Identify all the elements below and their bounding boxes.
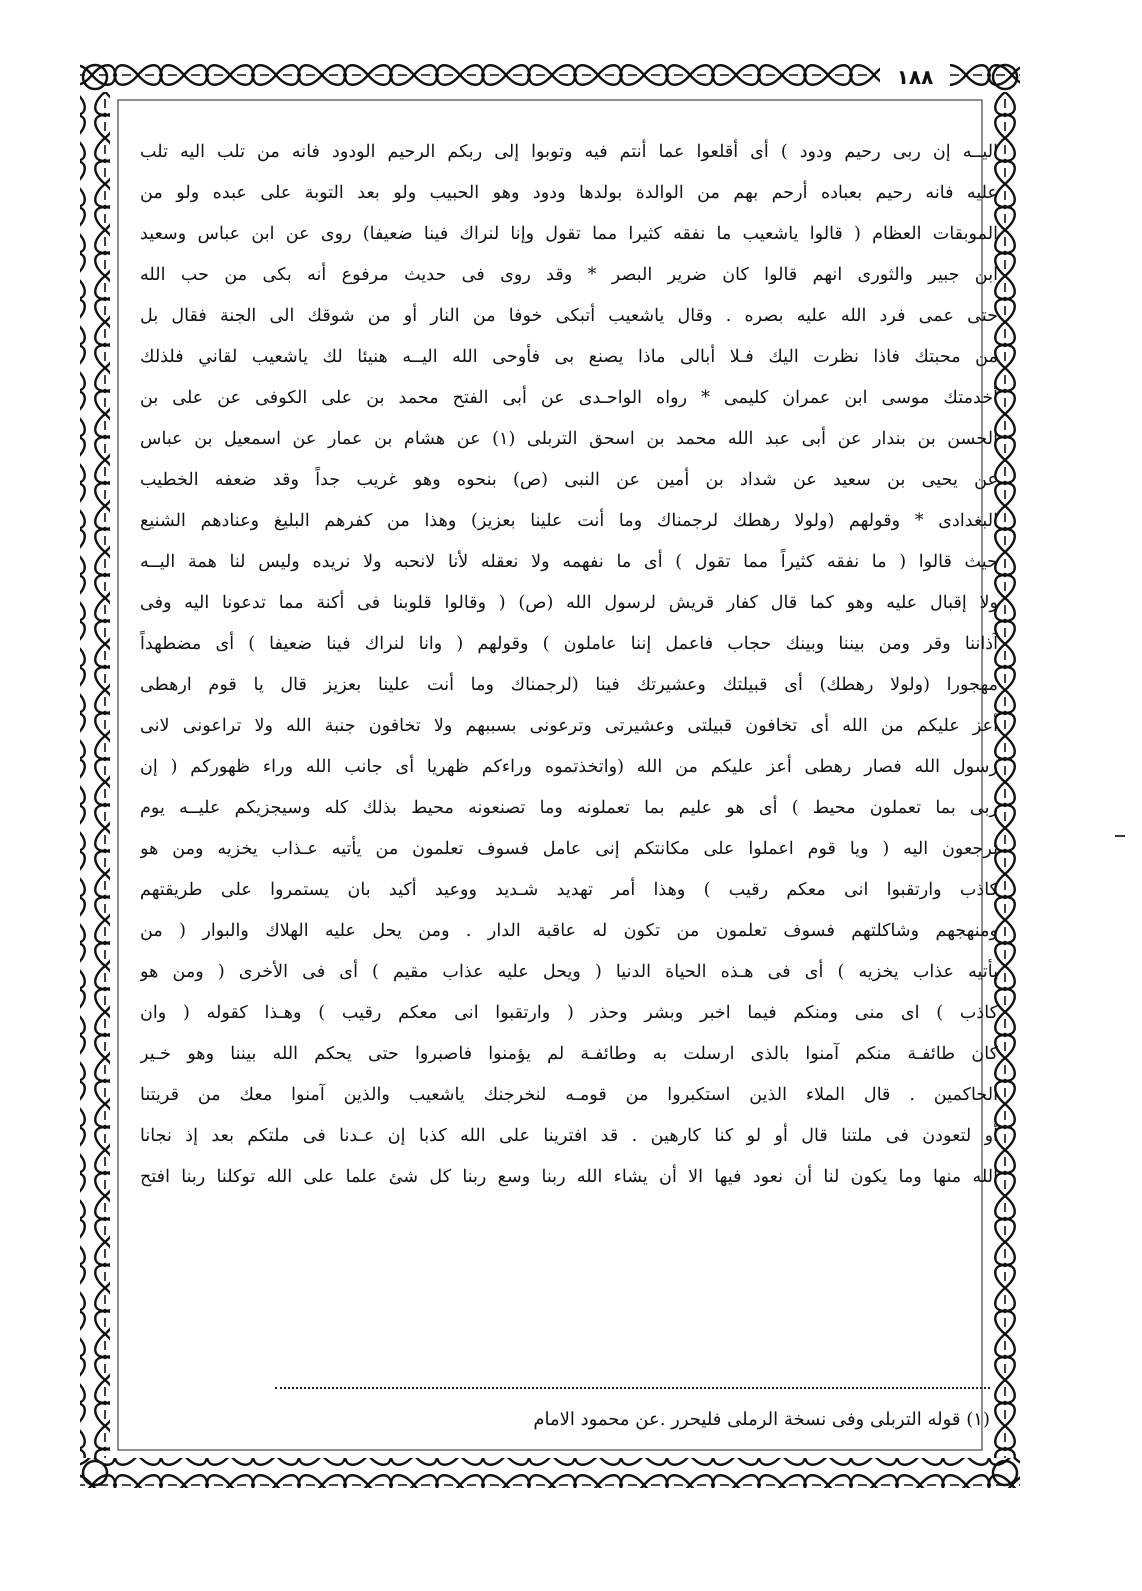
text-line: أعز عليكم من الله أى تخافون قبيلتى وعشيرتى وترعونى بسببهم ولا تخافون جنبة الله ولا تراعونى لانى (140, 716, 998, 736)
text-line: حيث قالوا ( ما نفقه كثيراً مما تقول ) أى ما نفهمه ولا نعقله لأنا لانحبه ولا نريده وليس لنا همة اليــه (140, 552, 998, 572)
text-line: ومنهجهم وشاكلتهم فسوف تعلمون من تكون له عاقبة الدار . ومن يحل عليه الهلاك والبوار ( من (140, 921, 998, 941)
text-line: اليــه إن ربى رحيم ودود ) أى أقلعوا عما أنتم فيه وتوبوا إلى ربكم الرحيم الودود فانه من تلب اليه تلب (140, 142, 998, 162)
page-number: ١٨٨ (880, 60, 950, 94)
text-line: كاذب وارتقبوا انى معكم رقيب ) وهذا أمر تهديد شـديد ووعيد أكيد بان يستمروا على طريقتهم (140, 880, 998, 900)
text-line: الحسن بن بندار عن أبى عبد الله محمد بن اسحق التربلى (١) عن هشام بن عمار عن اسمعيل بن عباس (140, 429, 998, 449)
text-line: حتى عمى فرد الله عليه بصره . وقال ياشعيب أتبكى خوفا من النار أو من شوقك الى الجنة فقال بل (140, 306, 998, 326)
text-line: مهجورا (ولولا رهطك) أى قبيلتك وعشيرتك فينا (لرجمناك وما أنت علينا بعزيز قال يا قوم ارهطى (140, 675, 998, 695)
footnote: (١) قوله التربلى وفى نسخة الرملى فليحرر .عن محمود الامام (533, 1409, 990, 1430)
text-line: من محبتك فاذا نظرت اليك فـلا أبالى ماذا يصنع بى فأوحى الله اليــه هنيئا لك ياشعيب لقاني فلذلك (140, 347, 998, 367)
margin-dash (1115, 835, 1125, 837)
text-line: ولا إقبال عليه وهو كما قال كفار قريش لرسول الله (ص) ( وقالوا قلوبنا فى أكنة مما تدعونا اليه وفى (140, 593, 998, 613)
text-line: آذاننا وقر ومن بيننا وبينك حجاب فاعمل إننا عاملون ) وقولهم ( وانا لنراك فينا ضعيفا ) أى مضطهداً (140, 634, 998, 654)
text-line: كاذب ) اى منى ومنكم فيما اخبر وبشر وحذر ( وارتقبوا انى معكم رقيب ) وهـذا كقوله ( وان (140, 1003, 998, 1023)
text-line: رسول الله فصار رهطى أعز عليكم من الله (واتخذتموه وراءكم ظهريا أى جانب الله وراء ظهوركم ( إن (140, 757, 998, 777)
body-text (140, 132, 998, 1382)
text-line: ابن جبير والثورى انهم قالوا كان ضرير البصر * وقد روى فى حديث مرفوع أنه بكى من حب الله (140, 265, 998, 285)
text-line: أخدمتك موسى ابن عمران كليمى * رواه الواحـدى عن أبى الفتح محمد بن على الكوفى عن على بن (140, 388, 998, 408)
text-line: الموبقات العظام ( قالوا ياشعيب ما نفقه كثيرا مما تقول وإنا لنراك فينا ضعيفا) روى عن ابن عباس وسعيد (140, 224, 998, 244)
text-line: ربى بما تعملون محيط ) أى هو عليم بما تعملونه وما تصنعونه محيط بذلك كله وسيجزيكم عليــه يوم (140, 798, 998, 818)
text-line: أو لتعودن فى ملتنا قال أو لو كنا كارهين . قد افترينا على الله كذبا إن عـدنا فى ملتكم بعد إذ نجانا (140, 1126, 998, 1146)
text-line: عليه فانه رحيم بعباده أرحم بهم من الوالدة بولدها ودود وهو الحبيب ولو بعد التوبة على عبده ولو من (140, 183, 998, 203)
text-line: يأتيه عذاب يخزيه ) أى فى هـذه الحياة الدنيا ( ويحل عليه عذاب مقيم ) أى فى الأخرى ( ومن هو (140, 962, 998, 982)
text-line: الحاكمين . قال الملاء الذين استكبروا من قومـه لنخرجنك ياشعيب والذين آمنوا معك من قريتنا (140, 1085, 998, 1105)
footnote-separator (275, 1387, 990, 1389)
text-line: الله منها وما يكون لنا أن نعود فيها الا أن يشاء الله ربنا وسع ربنا كل شئ علما على الله توكلنا ربنا افتح (140, 1167, 998, 1187)
text-line: البغدادى * وقولهم (ولولا رهطك لرجمناك وما أنت علينا بعزيز) وهذا من كفرهم البليغ وعنادهم الشنيع (140, 511, 998, 531)
text-line: عن يحيى بن سعيد عن شداد بن أمين عن النبى (ص) بنحوه وهو غريب جداً وقد ضعفه الخطيب (140, 470, 998, 490)
text-line: كان طائفـة منكم آمنوا بالذى ارسلت به وطائفـة لم يؤمنوا فاصبروا حتى يحكم الله بيننا وهو خـير (140, 1044, 998, 1064)
text-line: ترجعون اليه ( ويا قوم اعملوا على مكانتكم إنى عامل فسوف تعلمون من يأتيه عـذاب يخزيه ومن هو (140, 839, 998, 859)
